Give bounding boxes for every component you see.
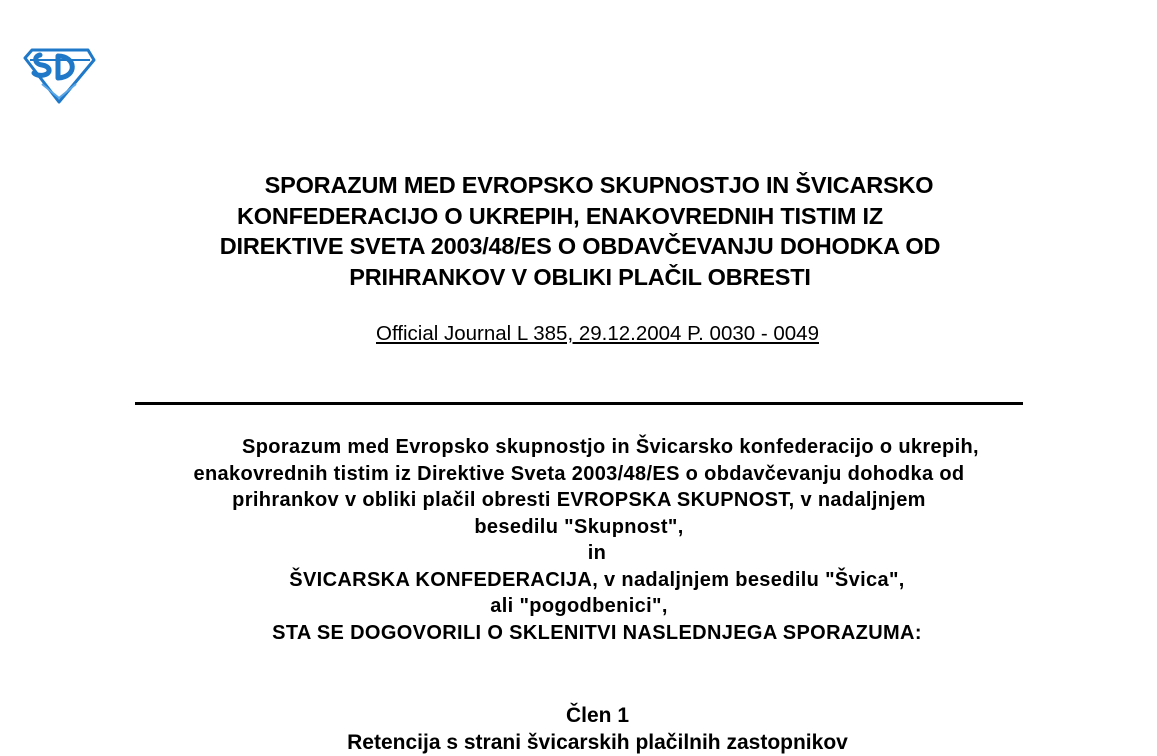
official-journal-link[interactable]: Official Journal L 385, 29.12.2004 P. 0030 - 0049 (376, 322, 819, 345)
horizontal-divider (135, 402, 1023, 405)
preamble-line-7: ali "pogodbenici", (490, 595, 668, 617)
title-line-2: KONFEDERACIJO O UKREPIH, ENAKOVREDNIH TISTIM IZ (236, 202, 884, 229)
title-line-3: DIREKTIVE SVETA 2003/48/ES O OBDAVČEVANJU DOHODKA OD (219, 233, 941, 259)
preamble-line-3: prihrankov v obliki plačil obresti EVROPSKA SKUPNOST, v nadaljnjem (232, 489, 926, 511)
preamble-line-4: besedilu "Skupnost", (474, 515, 684, 538)
preamble-line-6: ŠVICARSKA KONFEDERACIJA, v nadaljnjem besedilu "Švica", (289, 568, 905, 591)
document-title (130, 170, 1030, 292)
title-line-1: SPORAZUM MED EVROPSKO SKUPNOSTJO IN ŠVICARSKO (264, 172, 934, 198)
preamble-line-1: Sporazum med Evropsko skupnostjo in Švicarsko konfederacijo o ukrepih, (242, 436, 979, 458)
preamble-line-5: in (587, 542, 607, 564)
preamble-line-2: enakovrednih tistim iz Direktive Sveta 2003/48/ES o obdavčevanju dohodka od (193, 462, 965, 485)
official-journal-reference (130, 321, 1065, 347)
preamble (120, 434, 1038, 646)
article-1 (130, 702, 1065, 756)
article-number: Člen 1 (565, 704, 630, 727)
sd-logo-icon (22, 48, 96, 104)
article-heading: Retencija s strani švicarskih plačilnih zastopnikov (347, 731, 848, 754)
title-line-4: PRIHRANKOV V OBLIKI PLAČIL OBRESTI (349, 263, 811, 290)
preamble-line-8: STA SE DOGOVORILI O SKLENITVI NASLEDNJEGA SPORAZUMA: (272, 621, 922, 644)
